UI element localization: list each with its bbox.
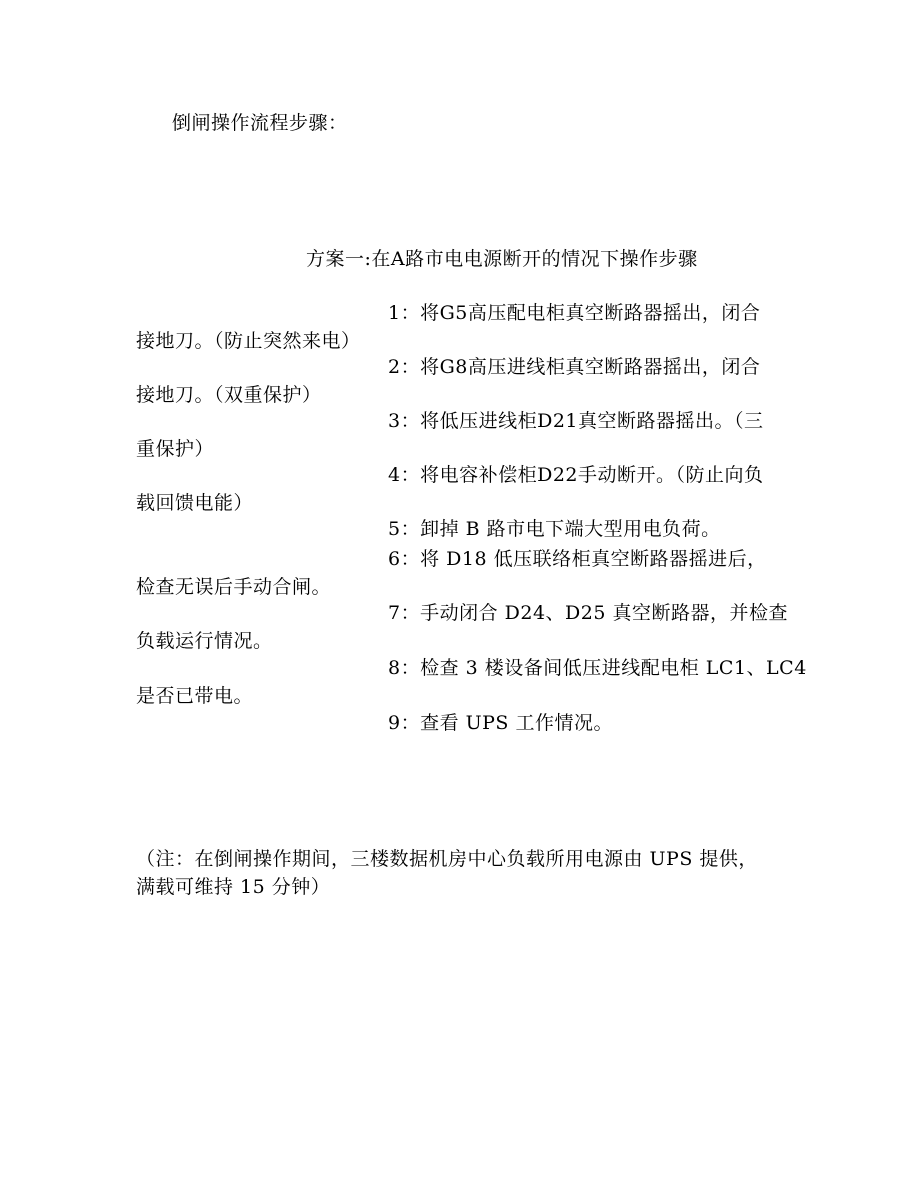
step-2-line-2: 接地刀。（双重保护） — [136, 384, 322, 406]
step-3-line-1: 3：将低压进线柜D21真空断路器摇出。（三 — [388, 410, 764, 432]
step-7-line-1: 7：手动闭合 D24、D25 真空断路器，并检查 — [388, 602, 788, 624]
section-heading: 方案一:在A路市电电源断开的情况下操作步骤 — [306, 248, 698, 270]
step-8-line-1: 8：检查 3 楼设备间低压进线配电柜 LC1、LC4 — [388, 657, 807, 679]
step-6-line-2: 检查无误后手动合闸。 — [136, 576, 332, 598]
step-1-line-1: 1：将G5高压配电柜真空断路器摇出，闭合 — [388, 302, 761, 324]
note-line-2: 满载可维持 15 分钟） — [136, 876, 331, 898]
step-4-line-2: 载回馈电能） — [136, 492, 254, 514]
step-2-line-1: 2：将G8高压进线柜真空断路器摇出，闭合 — [388, 356, 761, 378]
page-title: 倒闸操作流程步骤： — [172, 112, 348, 134]
step-6-line-1: 6：将 D18 低压联络柜真空断路器摇进后， — [388, 548, 767, 570]
step-4-line-1: 4：将电容补偿柜D22手动断开。（防止向负 — [388, 464, 764, 486]
note-line-1: （注：在倒闸操作期间，三楼数据机房中心负载所用电源由 UPS 提供， — [136, 848, 758, 870]
step-3-line-2: 重保护） — [136, 438, 215, 460]
step-1-line-2: 接地刀。（防止突然来电） — [136, 330, 361, 352]
step-9-line-1: 9：查看 UPS 工作情况。 — [388, 712, 613, 734]
step-5-line-1: 5：卸掉 B 路市电下端大型用电负荷。 — [388, 518, 721, 540]
step-7-line-2: 负载运行情况。 — [136, 630, 273, 652]
step-8-line-2: 是否已带电。 — [136, 685, 254, 707]
